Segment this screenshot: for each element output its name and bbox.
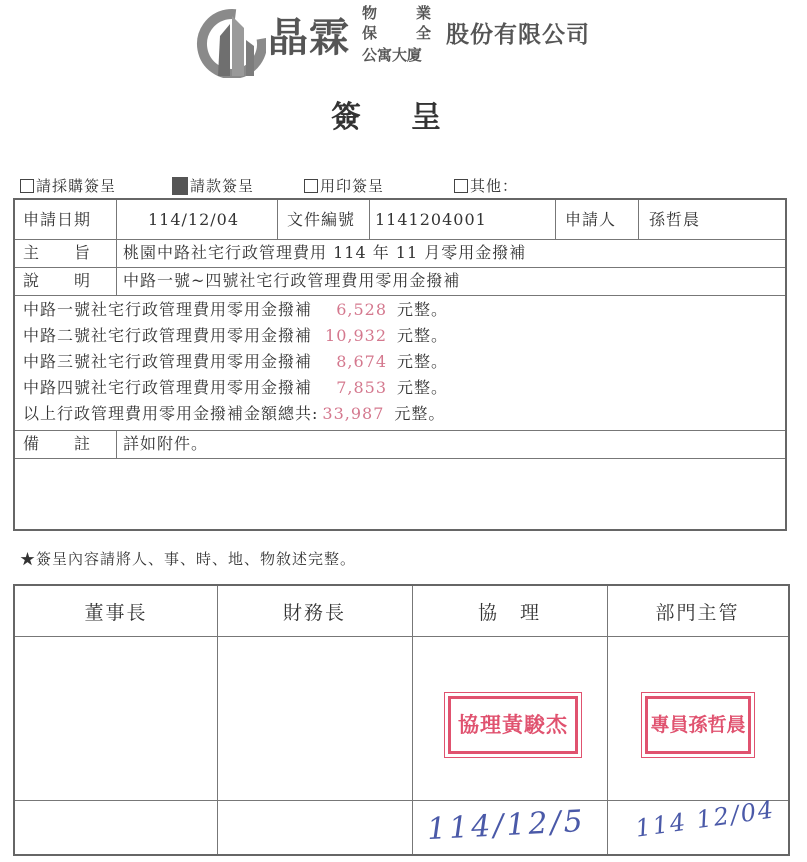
checkbox-payment[interactable]: [172, 176, 254, 196]
applicant-label: 申請人: [565, 210, 617, 229]
company-suffix: 股份有限公司: [446, 21, 590, 48]
apply-date-value: 114/12/04: [148, 210, 240, 229]
checkbox-purchase-label: 請採購簽呈: [36, 177, 117, 195]
amount-unit: 元整。: [397, 378, 449, 397]
subject-label: 主 旨: [23, 243, 92, 262]
amount-line: [23, 377, 448, 399]
checkbox-purchase-box[interactable]: [20, 179, 34, 193]
request-form: [13, 198, 787, 531]
amount-line-text: 中路三號社宅行政管理費用零用金撥補: [23, 352, 313, 371]
column-divider: [116, 430, 117, 458]
checkbox-payment-box[interactable]: [172, 177, 188, 195]
handwritten-date-department-head: 114 12/04: [633, 795, 777, 843]
amount-line-text: 中路二號社宅行政管理費用零用金撥補: [23, 326, 313, 345]
column-divider: [116, 200, 117, 239]
column-divider: [555, 200, 556, 239]
amount-value: 10,932: [325, 326, 388, 345]
row-divider: [15, 636, 788, 637]
amount-unit: 元整。: [397, 352, 449, 371]
brand-word-1: 物: [362, 4, 378, 22]
header-associate-manager: 協 理: [477, 602, 541, 624]
stamp-department-head: 專員孫哲晨: [645, 696, 751, 754]
amount-value: 7,853: [336, 378, 388, 397]
brand-subtitle: 公寓大廈: [362, 46, 423, 64]
header-chairman: 董事長: [84, 602, 148, 624]
doc-number-label: 文件編號: [287, 210, 356, 229]
column-divider: [412, 586, 413, 854]
amount-value: 8,674: [336, 352, 388, 371]
stamp-associate-manager: 協理黃駿杰: [448, 696, 578, 754]
checkbox-seal-box[interactable]: [304, 179, 318, 193]
header-cfo: 財務長: [282, 602, 346, 624]
amount-line-text: 中路四號社宅行政管理費用零用金撥補: [23, 378, 313, 397]
checkbox-purchase[interactable]: [20, 176, 116, 196]
description-value: 中路一號~四號社宅行政管理費用零用金撥補: [123, 271, 461, 290]
brand-word-3: 保: [362, 24, 378, 42]
amount-line-text: 中路一號社宅行政管理費用零用金撥補: [23, 300, 313, 319]
amount-total-text: 以上行政管理費用零用金撥補金額總共:: [23, 404, 319, 423]
amount-total-value: 33,987: [322, 404, 385, 423]
amount-unit: 元整。: [397, 326, 449, 345]
column-divider: [116, 239, 117, 295]
apply-date-label: 申請日期: [23, 210, 92, 229]
brand-word-2: 業: [416, 4, 432, 22]
row-divider: [15, 458, 785, 459]
checkbox-other-box[interactable]: [454, 179, 468, 193]
column-divider: [638, 200, 639, 239]
amount-total-line: [23, 403, 445, 425]
column-divider: [607, 586, 608, 854]
amount-line: [23, 325, 448, 347]
applicant-value: 孫哲晨: [649, 210, 701, 229]
checkbox-other[interactable]: [454, 176, 518, 196]
description-label: 說 明: [23, 271, 92, 290]
row-divider: [15, 430, 785, 431]
row-divider: [15, 800, 788, 801]
brand-word-4: 全: [416, 24, 432, 42]
brand-name: 晶霖: [268, 14, 350, 61]
row-divider: [15, 295, 785, 296]
amount-unit: 元整。: [397, 300, 449, 319]
subject-value: 桃園中路社宅行政管理費用 114 年 11 月零用金撥補: [123, 243, 527, 262]
amount-line: [23, 351, 448, 373]
handwritten-date-associate-manager: 114/12/5: [426, 803, 587, 848]
amount-line: [23, 299, 448, 321]
remark-label: 備 註: [23, 434, 92, 453]
instruction-note: ★簽呈內容請將人、事、時、地、物敘述完整。: [20, 550, 357, 568]
company-logo: [196, 6, 266, 78]
remark-value: 詳如附件。: [123, 434, 209, 453]
checkbox-seal-label: 用印簽呈: [320, 177, 385, 195]
amount-unit: 元整。: [394, 404, 446, 423]
document-title: 簽呈: [331, 100, 491, 135]
doc-number-value: 1141204001: [375, 210, 487, 229]
row-divider: [15, 239, 785, 240]
amount-value: 6,528: [336, 300, 388, 319]
header-department-head: 部門主管: [655, 602, 740, 624]
checkbox-other-label: 其他：: [470, 177, 519, 195]
row-divider: [15, 267, 785, 268]
column-divider: [217, 586, 218, 854]
checkbox-payment-label: 請款簽呈: [190, 177, 255, 195]
column-divider: [369, 200, 370, 239]
checkbox-seal[interactable]: [304, 176, 384, 196]
approval-table: [13, 584, 790, 856]
column-divider: [277, 200, 278, 239]
